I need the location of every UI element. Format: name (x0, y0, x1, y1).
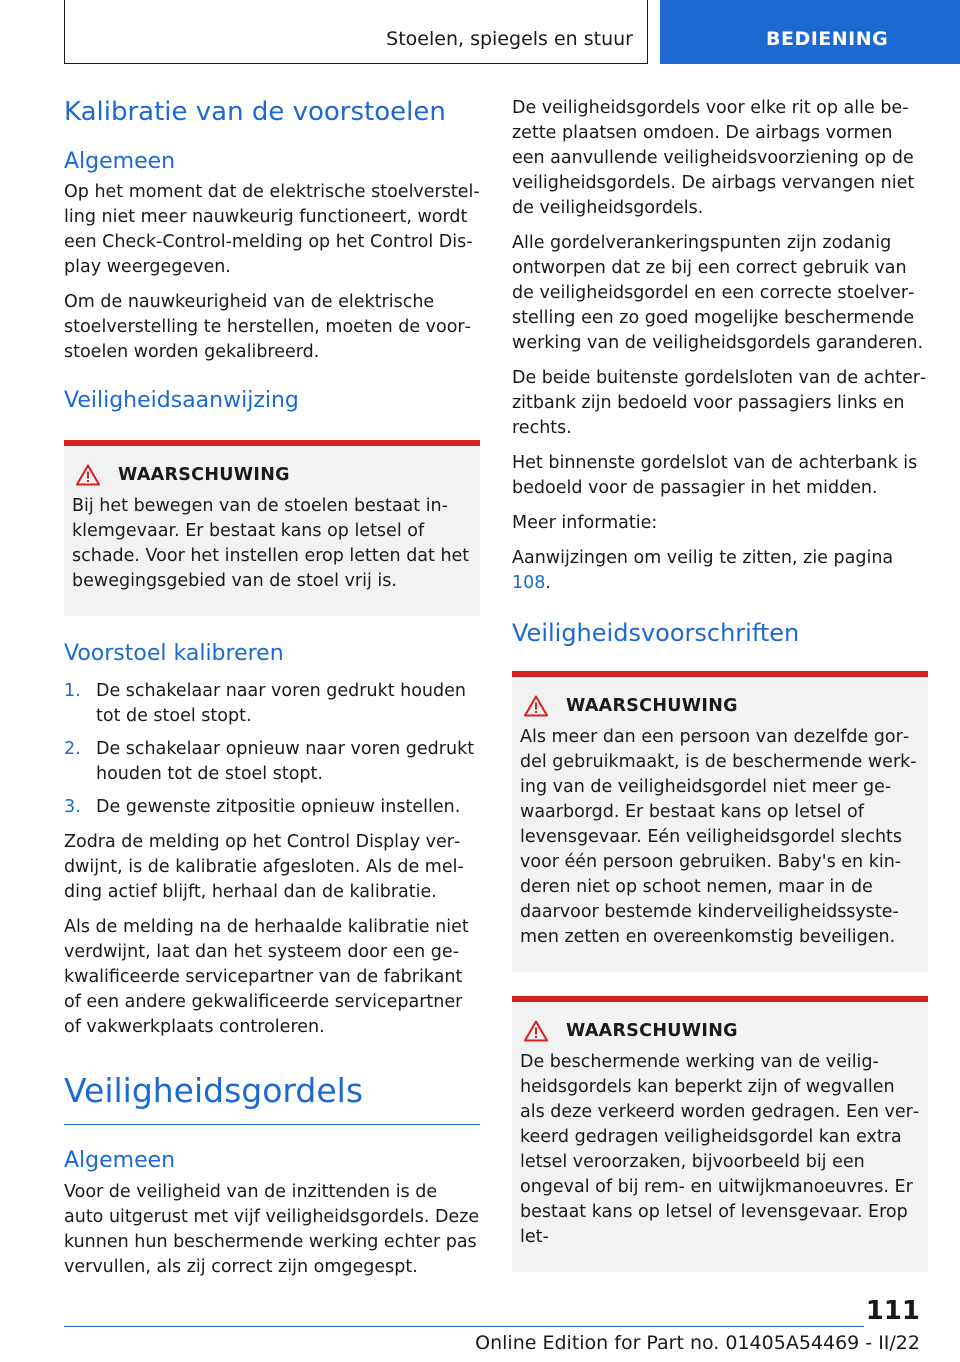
warning-text: De beschermende werking van de veiligheidsgordels kan beperkt zijn of wegvallen als deze verkeerd worden gedragen. Een verkeerd gedragen veiligheidsgordel kan extra letsel veroorzaken, bijvoorbeeld bij een ongeval of bij rem- en uitwijkmanoeuvres. Er bestaat kans op letsel of levensgevaar. Erop let- (520, 1052, 920, 1248)
heading-veiligheidsvoorschriften: Veiligheidsvoorschriften (512, 619, 800, 647)
right-column (512, 96, 928, 1296)
left-column (64, 96, 480, 1290)
warning-triangle-icon (524, 1020, 548, 1042)
list-item: 2. De schakelaar opnieuw naar voren gedrukt houden tot de stoel stopt. (64, 738, 475, 784)
heading-veiligheidsaanwijzing: Veiligheidsaanwijzing (64, 388, 299, 414)
paragraph: Meer informatie: (512, 513, 658, 533)
paragraph: Het binnenste gordelslot van de achterbank is bedoeld voor de passagier in het midden. (512, 453, 918, 498)
warning-box (64, 440, 480, 616)
warning-header (520, 695, 920, 717)
warning-title: WAARSCHUWING (118, 464, 290, 485)
paragraph: Om de nauwkeurigheid van de elektrische stoelverstelling te herstellen, moeten de voorstoelen worden gekalibreerd. (64, 292, 471, 363)
warning-title: WAARSCHUWING (566, 696, 738, 717)
footer-divider (64, 1326, 864, 1327)
warning-text: Als meer dan een persoon van dezelfde gordel gebruikmaakt, is de beschermende werking van de veiligheidsgordel niet meer gewaarborgd. Er bestaat kans op letsel of levensgevaar. Eén veiligheidsgordel slechts voor één persoon gebruiken. Baby's en kinderen niet op schoot nemen, maar in de daarvoor bestemde kinderveiligheidssystemen zetten en overeenkomstig beveiligen. (520, 727, 917, 948)
chapter-tab-label: BEDIENING (766, 28, 889, 50)
chapter-tab (660, 0, 960, 64)
page-number: 111 (865, 1296, 920, 1326)
page-link[interactable]: 108 (512, 573, 546, 593)
heading-kalibratie: Kalibratie van de voorstoelen (64, 97, 446, 127)
paragraph: Op het moment dat de elektrische stoelverstelling niet meer nauwkeurig functioneert, wordt een Check-Control-melding op het Control Display weergegeven. (64, 182, 480, 278)
paragraph-with-link: Aanwijzingen om veilig te zitten, zie pagina 108. (512, 548, 894, 593)
page-header (0, 0, 960, 66)
footer-edition: Online Edition for Part no. 01405A54469 - II/22 (475, 1332, 920, 1354)
paragraph: De veiligheidsgordels voor elke rit op alle bezette plaatsen omdoen. De airbags vormen een aanvullende veiligheidsvoorziening op de veiligheidsgordels. De airbags vervangen niet de veiligheidsgordels. (512, 98, 915, 218)
heading-algemeen-1: Algemeen (64, 148, 176, 174)
warning-triangle-icon (524, 695, 548, 717)
paragraph: Alle gordelverankeringspunten zijn zodanig ontworpen dat ze bij een correct gebruik van de veiligheidsgordel en een correcte stoelverstelling een zo goed mogelijke beschermende werking van de veiligheidsgordels garanderen. (512, 233, 924, 353)
warning-box (512, 671, 928, 972)
warning-header (72, 464, 472, 486)
warning-title: WAARSCHUWING (566, 1021, 738, 1042)
heading-voorstoel-kalibreren: Voorstoel kalibreren (64, 640, 284, 666)
list-item: 1. De schakelaar naar voren gedrukt houden tot de stoel stopt. (64, 680, 466, 726)
heading-gordels-block (64, 1070, 480, 1126)
paragraph: Als de melding na de herhaalde kalibratie niet verdwijnt, laat dan het systeem door een gekwalificeerde servicepartner van de fabrikant of een andere gekwalificeerde servicepartner of vakwerkplaats controleren. (64, 916, 469, 1037)
warning-header (520, 1020, 920, 1042)
paragraph: De beide buitenste gordelsloten van de achterzitbank zijn bedoeld voor passagiers links en rechts. (512, 368, 927, 438)
warning-triangle-icon (76, 464, 100, 486)
warning-text: Bij het bewegen van de stoelen bestaat inklemgevaar. Er bestaat kans op letsel of schade. Voor het instellen erop letten dat het bewegingsgebied van de stoel vrij is. (72, 495, 470, 591)
heading-algemeen-2: Algemeen (64, 1148, 176, 1174)
section-title: Stoelen, spiegels en stuur (386, 28, 633, 50)
paragraph: Voor de veiligheid van de inzittenden is de auto uitgerust met vijf veiligheidsgordels. Deze kunnen hun beschermende werking echter pas vervullen, als zij correct zijn omgegespt. (64, 1182, 480, 1278)
warning-box (512, 996, 928, 1272)
steps-list (64, 679, 480, 820)
list-item: 3. De gewenste zitpositie opnieuw instellen. (64, 796, 461, 817)
heading-veiligheidsgordels: Veiligheidsgordels (64, 1070, 364, 1110)
section-header-box (64, 0, 648, 64)
paragraph: Zodra de melding op het Control Display verdwijnt, is de kalibratie afgesloten. Als de melding actief blijft, herhaal dan de kalibratie. (64, 831, 464, 902)
